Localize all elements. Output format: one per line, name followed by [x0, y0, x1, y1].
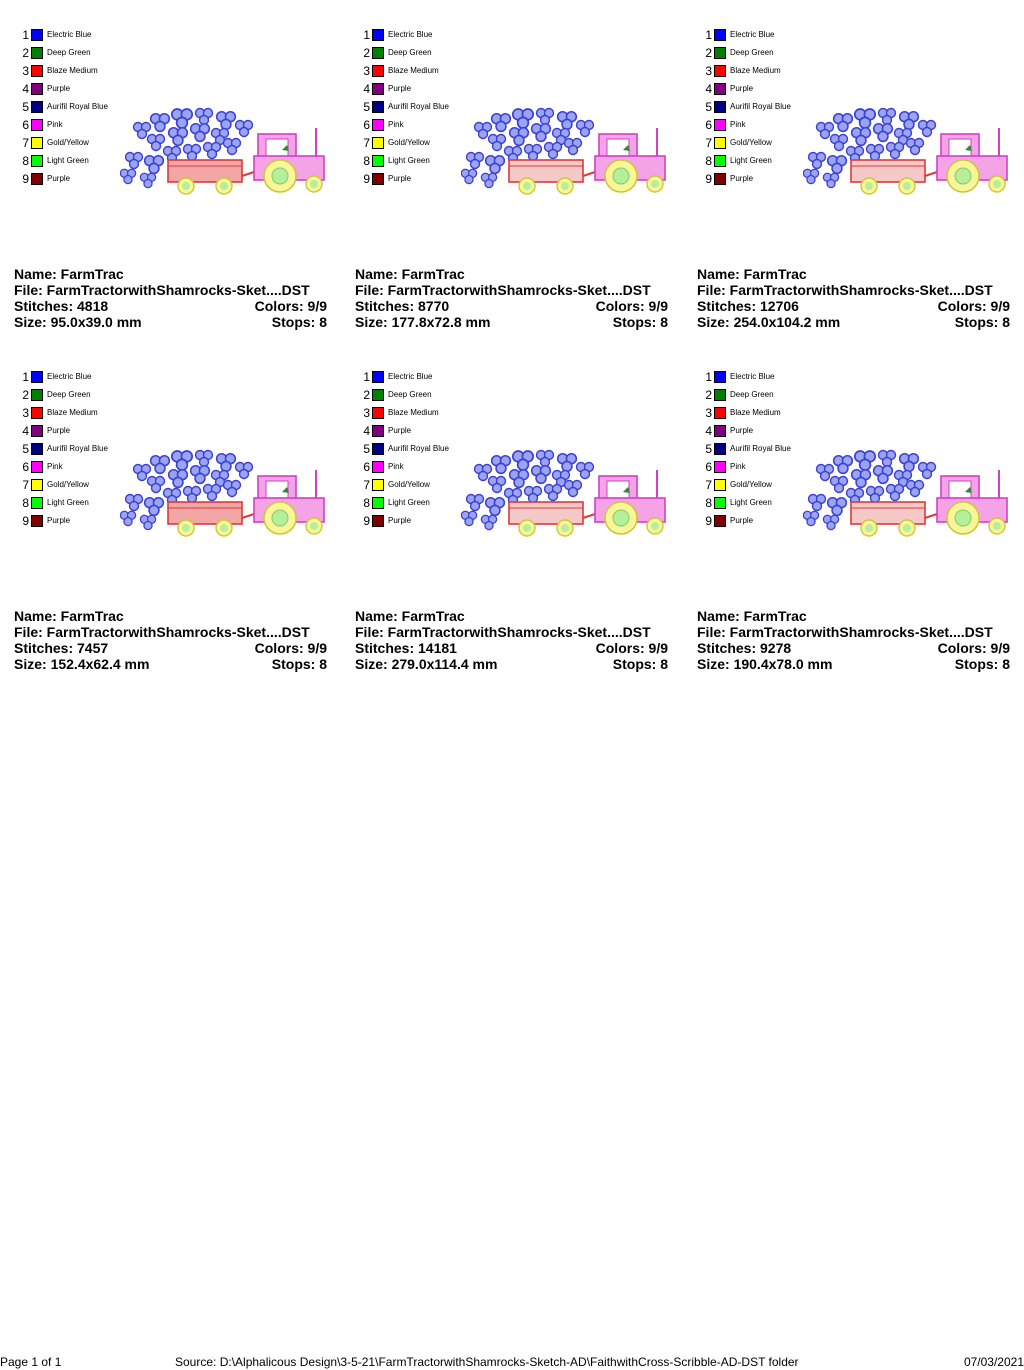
- thread-name: Gold/Yellow: [730, 480, 772, 489]
- thread-row: [359, 514, 469, 528]
- thread-row: [701, 118, 811, 132]
- thread-row: [359, 460, 469, 474]
- thread-swatch: [372, 461, 384, 473]
- thread-swatch: [31, 173, 43, 185]
- thread-name: Purple: [47, 516, 71, 525]
- thread-number: 2: [22, 46, 29, 60]
- thread-swatch: [372, 425, 384, 437]
- thread-number: 3: [22, 64, 29, 78]
- design-stops: Stops: 8: [612, 656, 668, 672]
- design-size: Size: 177.8x72.8 mm: [355, 314, 491, 330]
- thread-number: 4: [363, 424, 370, 438]
- thread-name: Light Green: [47, 156, 89, 165]
- thread-number: 3: [705, 406, 712, 420]
- thread-number: 2: [705, 46, 712, 60]
- thread-swatch: [372, 515, 384, 527]
- thread-row: [18, 514, 128, 528]
- thread-name: Electric Blue: [388, 30, 433, 39]
- thread-swatch: [372, 83, 384, 95]
- thread-name: Electric Blue: [388, 372, 433, 381]
- thread-number: 3: [363, 64, 370, 78]
- thread-swatch: [31, 101, 43, 113]
- thread-name: Electric Blue: [47, 30, 92, 39]
- thread-number: 6: [22, 460, 29, 474]
- thread-name: Purple: [388, 174, 412, 183]
- thread-row: [701, 46, 811, 60]
- thread-row: [701, 28, 811, 42]
- thread-number: 1: [705, 370, 712, 384]
- thread-swatch: [714, 137, 726, 149]
- thread-number: 5: [363, 442, 370, 456]
- thread-name: Blaze Medium: [730, 66, 781, 75]
- thread-swatch: [714, 47, 726, 59]
- thread-swatch: [31, 65, 43, 77]
- thread-number: 8: [705, 154, 712, 168]
- thread-name: Aurifil Royal Blue: [47, 444, 108, 453]
- design-colors: Colors: 9/9: [254, 298, 327, 314]
- thread-swatch: [372, 29, 384, 41]
- thread-number: 9: [705, 514, 712, 528]
- design-file: File: FarmTractorwithShamrocks-Sket....DST: [355, 624, 651, 640]
- thread-name: Purple: [47, 174, 71, 183]
- thread-swatch: [31, 497, 43, 509]
- design-name: Name: FarmTrac: [14, 608, 124, 624]
- thread-number: 5: [705, 442, 712, 456]
- design-stops: Stops: 8: [612, 314, 668, 330]
- thread-name: Purple: [730, 84, 754, 93]
- thread-name: Pink: [388, 462, 404, 471]
- thread-number: 6: [705, 118, 712, 132]
- design-name: Name: FarmTrac: [697, 266, 807, 282]
- design-file: File: FarmTractorwithShamrocks-Sket....DST: [14, 282, 310, 298]
- thread-number: 1: [363, 28, 370, 42]
- design-size: Size: 95.0x39.0 mm: [14, 314, 142, 330]
- thread-number: 8: [22, 154, 29, 168]
- thread-row: [359, 136, 469, 150]
- thread-row: [359, 442, 469, 456]
- thread-name: Aurifil Royal Blue: [47, 102, 108, 111]
- thread-number: 8: [705, 496, 712, 510]
- design-stops: Stops: 8: [954, 656, 1010, 672]
- thread-number: 6: [705, 460, 712, 474]
- thread-name: Gold/Yellow: [730, 138, 772, 147]
- thread-name: Purple: [388, 84, 412, 93]
- design-info: [355, 608, 668, 672]
- thread-number: 7: [22, 478, 29, 492]
- design-stops: Stops: 8: [271, 656, 327, 672]
- thread-swatch: [31, 119, 43, 131]
- thread-swatch: [31, 371, 43, 383]
- thread-number: 9: [22, 514, 29, 528]
- thread-number: 4: [705, 424, 712, 438]
- thread-number: 3: [22, 406, 29, 420]
- design-file: File: FarmTractorwithShamrocks-Sket....DST: [697, 624, 993, 640]
- thread-row: [359, 406, 469, 420]
- thread-row: [701, 136, 811, 150]
- thread-name: Light Green: [730, 498, 772, 507]
- thread-row: [18, 82, 128, 96]
- thread-swatch: [714, 371, 726, 383]
- thread-row: [18, 154, 128, 168]
- design-stitches: Stitches: 7457: [14, 640, 109, 656]
- thread-number: 3: [363, 406, 370, 420]
- design-stitches: Stitches: 8770: [355, 298, 450, 314]
- thread-row: [18, 442, 128, 456]
- thread-swatch: [31, 461, 43, 473]
- thread-row: [701, 388, 811, 402]
- thread-swatch: [31, 425, 43, 437]
- thread-row: [701, 406, 811, 420]
- thread-name: Purple: [47, 84, 71, 93]
- design-size: Size: 279.0x114.4 mm: [355, 656, 498, 672]
- thread-number: 5: [363, 100, 370, 114]
- thread-name: Purple: [730, 174, 754, 183]
- thread-row: [701, 82, 811, 96]
- thread-number: 9: [705, 172, 712, 186]
- thread-swatch: [714, 479, 726, 491]
- thread-name: Blaze Medium: [388, 66, 439, 75]
- design-name: Name: FarmTrac: [355, 266, 465, 282]
- thread-swatch: [714, 173, 726, 185]
- thread-row: [18, 496, 128, 510]
- thread-swatch: [714, 461, 726, 473]
- thread-row: [18, 46, 128, 60]
- thread-row: [18, 370, 128, 384]
- thread-swatch: [714, 497, 726, 509]
- design-name: Name: FarmTrac: [355, 608, 465, 624]
- design-preview: [461, 106, 667, 198]
- thread-name: Electric Blue: [730, 30, 775, 39]
- thread-name: Blaze Medium: [47, 66, 98, 75]
- thread-row: [701, 370, 811, 384]
- thread-row: [18, 172, 128, 186]
- thread-number: 8: [363, 496, 370, 510]
- design-stitches: Stitches: 12706: [697, 298, 799, 314]
- thread-number: 4: [363, 82, 370, 96]
- thread-name: Pink: [730, 462, 746, 471]
- design-card: [14, 360, 332, 690]
- design-stitches: Stitches: 4818: [14, 298, 109, 314]
- thread-name: Deep Green: [47, 390, 91, 399]
- thread-name: Gold/Yellow: [388, 480, 430, 489]
- design-preview: [120, 106, 326, 198]
- thread-swatch: [31, 83, 43, 95]
- design-info: [14, 608, 327, 672]
- thread-number: 5: [705, 100, 712, 114]
- design-card: [355, 18, 673, 348]
- design-preview: [803, 106, 1009, 198]
- design-card: [14, 18, 332, 348]
- design-colors: Colors: 9/9: [595, 298, 668, 314]
- design-stops: Stops: 8: [954, 314, 1010, 330]
- design-colors: Colors: 9/9: [937, 298, 1010, 314]
- thread-number: 7: [363, 478, 370, 492]
- thread-name: Electric Blue: [730, 372, 775, 381]
- thread-name: Aurifil Royal Blue: [388, 444, 449, 453]
- thread-swatch: [714, 389, 726, 401]
- thread-name: Light Green: [388, 498, 430, 507]
- thread-number: 1: [363, 370, 370, 384]
- thread-number: 4: [22, 82, 29, 96]
- thread-swatch: [31, 137, 43, 149]
- thread-name: Gold/Yellow: [388, 138, 430, 147]
- thread-row: [701, 442, 811, 456]
- thread-swatch: [31, 479, 43, 491]
- thread-row: [18, 406, 128, 420]
- design-info: [697, 266, 1010, 330]
- design-size: Size: 152.4x62.4 mm: [14, 656, 150, 672]
- thread-swatch: [372, 389, 384, 401]
- thread-row: [359, 118, 469, 132]
- thread-swatch: [714, 443, 726, 455]
- thread-name: Deep Green: [47, 48, 91, 57]
- thread-name: Pink: [47, 462, 63, 471]
- thread-swatch: [372, 497, 384, 509]
- thread-number: 7: [22, 136, 29, 150]
- thread-row: [701, 64, 811, 78]
- thread-number: 2: [363, 46, 370, 60]
- thread-name: Purple: [388, 516, 412, 525]
- thread-swatch: [714, 101, 726, 113]
- design-size: Size: 190.4x78.0 mm: [697, 656, 833, 672]
- thread-swatch: [714, 83, 726, 95]
- thread-row: [359, 424, 469, 438]
- thread-name: Pink: [47, 120, 63, 129]
- design-info: [14, 266, 327, 330]
- thread-name: Blaze Medium: [730, 408, 781, 417]
- thread-number: 6: [22, 118, 29, 132]
- thread-swatch: [31, 389, 43, 401]
- thread-row: [701, 514, 811, 528]
- thread-swatch: [31, 515, 43, 527]
- design-stitches: Stitches: 14181: [355, 640, 457, 656]
- design-stops: Stops: 8: [271, 314, 327, 330]
- thread-swatch: [372, 479, 384, 491]
- thread-row: [359, 172, 469, 186]
- thread-swatch: [714, 425, 726, 437]
- thread-name: Electric Blue: [47, 372, 92, 381]
- thread-row: [18, 136, 128, 150]
- thread-name: Deep Green: [730, 390, 774, 399]
- thread-number: 7: [705, 478, 712, 492]
- thread-number: 6: [363, 118, 370, 132]
- design-file: File: FarmTractorwithShamrocks-Sket....DST: [697, 282, 993, 298]
- thread-row: [18, 460, 128, 474]
- design-card: [355, 360, 673, 690]
- design-colors: Colors: 9/9: [937, 640, 1010, 656]
- thread-swatch: [372, 371, 384, 383]
- thread-name: Aurifil Royal Blue: [730, 444, 791, 453]
- thread-row: [359, 46, 469, 60]
- design-colors: Colors: 9/9: [254, 640, 327, 656]
- thread-name: Purple: [388, 426, 412, 435]
- thread-row: [701, 154, 811, 168]
- thread-number: 2: [705, 388, 712, 402]
- thread-number: 9: [363, 514, 370, 528]
- thread-swatch: [372, 47, 384, 59]
- design-name: Name: FarmTrac: [697, 608, 807, 624]
- thread-number: 1: [22, 370, 29, 384]
- thread-number: 4: [22, 424, 29, 438]
- thread-swatch: [372, 407, 384, 419]
- thread-row: [18, 424, 128, 438]
- thread-row: [701, 496, 811, 510]
- thread-number: 5: [22, 100, 29, 114]
- design-card: [697, 360, 1015, 690]
- thread-number: 9: [22, 172, 29, 186]
- design-name: Name: FarmTrac: [14, 266, 124, 282]
- thread-row: [359, 370, 469, 384]
- design-card: [697, 18, 1015, 348]
- thread-row: [701, 460, 811, 474]
- thread-number: 8: [22, 496, 29, 510]
- thread-row: [701, 478, 811, 492]
- design-preview: [461, 448, 667, 540]
- thread-row: [18, 28, 128, 42]
- thread-row: [359, 388, 469, 402]
- thread-name: Deep Green: [730, 48, 774, 57]
- thread-swatch: [714, 155, 726, 167]
- thread-row: [701, 172, 811, 186]
- thread-name: Blaze Medium: [388, 408, 439, 417]
- thread-swatch: [372, 155, 384, 167]
- thread-swatch: [31, 443, 43, 455]
- thread-number: 1: [705, 28, 712, 42]
- thread-swatch: [31, 155, 43, 167]
- thread-name: Light Green: [47, 498, 89, 507]
- thread-row: [18, 478, 128, 492]
- thread-name: Purple: [730, 426, 754, 435]
- design-stitches: Stitches: 9278: [697, 640, 792, 656]
- thread-name: Deep Green: [388, 390, 432, 399]
- thread-name: Deep Green: [388, 48, 432, 57]
- page-number: Page 1 of 1: [0, 1355, 62, 1369]
- thread-row: [701, 100, 811, 114]
- thread-name: Aurifil Royal Blue: [730, 102, 791, 111]
- thread-row: [359, 82, 469, 96]
- design-file: File: FarmTractorwithShamrocks-Sket....DST: [355, 282, 651, 298]
- thread-number: 3: [705, 64, 712, 78]
- thread-name: Light Green: [730, 156, 772, 165]
- thread-name: Aurifil Royal Blue: [388, 102, 449, 111]
- thread-number: 6: [363, 460, 370, 474]
- source-path: Source: D:\Alphalicous Design\3-5-21\FarmTractorwithShamrocks-Sketch-AD\FaithwithCross-Scribble-AD-DST folder: [175, 1355, 799, 1369]
- thread-row: [359, 478, 469, 492]
- thread-name: Purple: [730, 516, 754, 525]
- thread-swatch: [714, 29, 726, 41]
- thread-number: 2: [363, 388, 370, 402]
- design-size: Size: 254.0x104.2 mm: [697, 314, 841, 330]
- thread-row: [359, 496, 469, 510]
- thread-number: 4: [705, 82, 712, 96]
- thread-row: [18, 100, 128, 114]
- thread-swatch: [714, 515, 726, 527]
- thread-name: Gold/Yellow: [47, 138, 89, 147]
- thread-swatch: [31, 47, 43, 59]
- thread-swatch: [372, 119, 384, 131]
- thread-swatch: [714, 65, 726, 77]
- thread-swatch: [372, 137, 384, 149]
- thread-name: Pink: [730, 120, 746, 129]
- thread-row: [359, 28, 469, 42]
- thread-number: 8: [363, 154, 370, 168]
- thread-swatch: [372, 443, 384, 455]
- thread-number: 7: [705, 136, 712, 150]
- thread-swatch: [372, 65, 384, 77]
- thread-row: [359, 100, 469, 114]
- design-file: File: FarmTractorwithShamrocks-Sket....DST: [14, 624, 310, 640]
- thread-name: Blaze Medium: [47, 408, 98, 417]
- thread-row: [359, 64, 469, 78]
- thread-number: 7: [363, 136, 370, 150]
- thread-name: Light Green: [388, 156, 430, 165]
- design-info: [355, 266, 668, 330]
- thread-swatch: [372, 173, 384, 185]
- design-preview: [803, 448, 1009, 540]
- thread-swatch: [31, 407, 43, 419]
- thread-swatch: [372, 101, 384, 113]
- thread-swatch: [714, 119, 726, 131]
- design-info: [697, 608, 1010, 672]
- thread-row: [18, 118, 128, 132]
- thread-swatch: [714, 407, 726, 419]
- thread-row: [359, 154, 469, 168]
- design-preview: [120, 448, 326, 540]
- thread-swatch: [31, 29, 43, 41]
- thread-name: Pink: [388, 120, 404, 129]
- thread-number: 5: [22, 442, 29, 456]
- print-date: 07/03/2021: [963, 1355, 1024, 1369]
- thread-number: 1: [22, 28, 29, 42]
- thread-row: [18, 64, 128, 78]
- thread-number: 9: [363, 172, 370, 186]
- thread-row: [18, 388, 128, 402]
- thread-name: Purple: [47, 426, 71, 435]
- design-colors: Colors: 9/9: [595, 640, 668, 656]
- thread-name: Gold/Yellow: [47, 480, 89, 489]
- thread-row: [701, 424, 811, 438]
- thread-number: 2: [22, 388, 29, 402]
